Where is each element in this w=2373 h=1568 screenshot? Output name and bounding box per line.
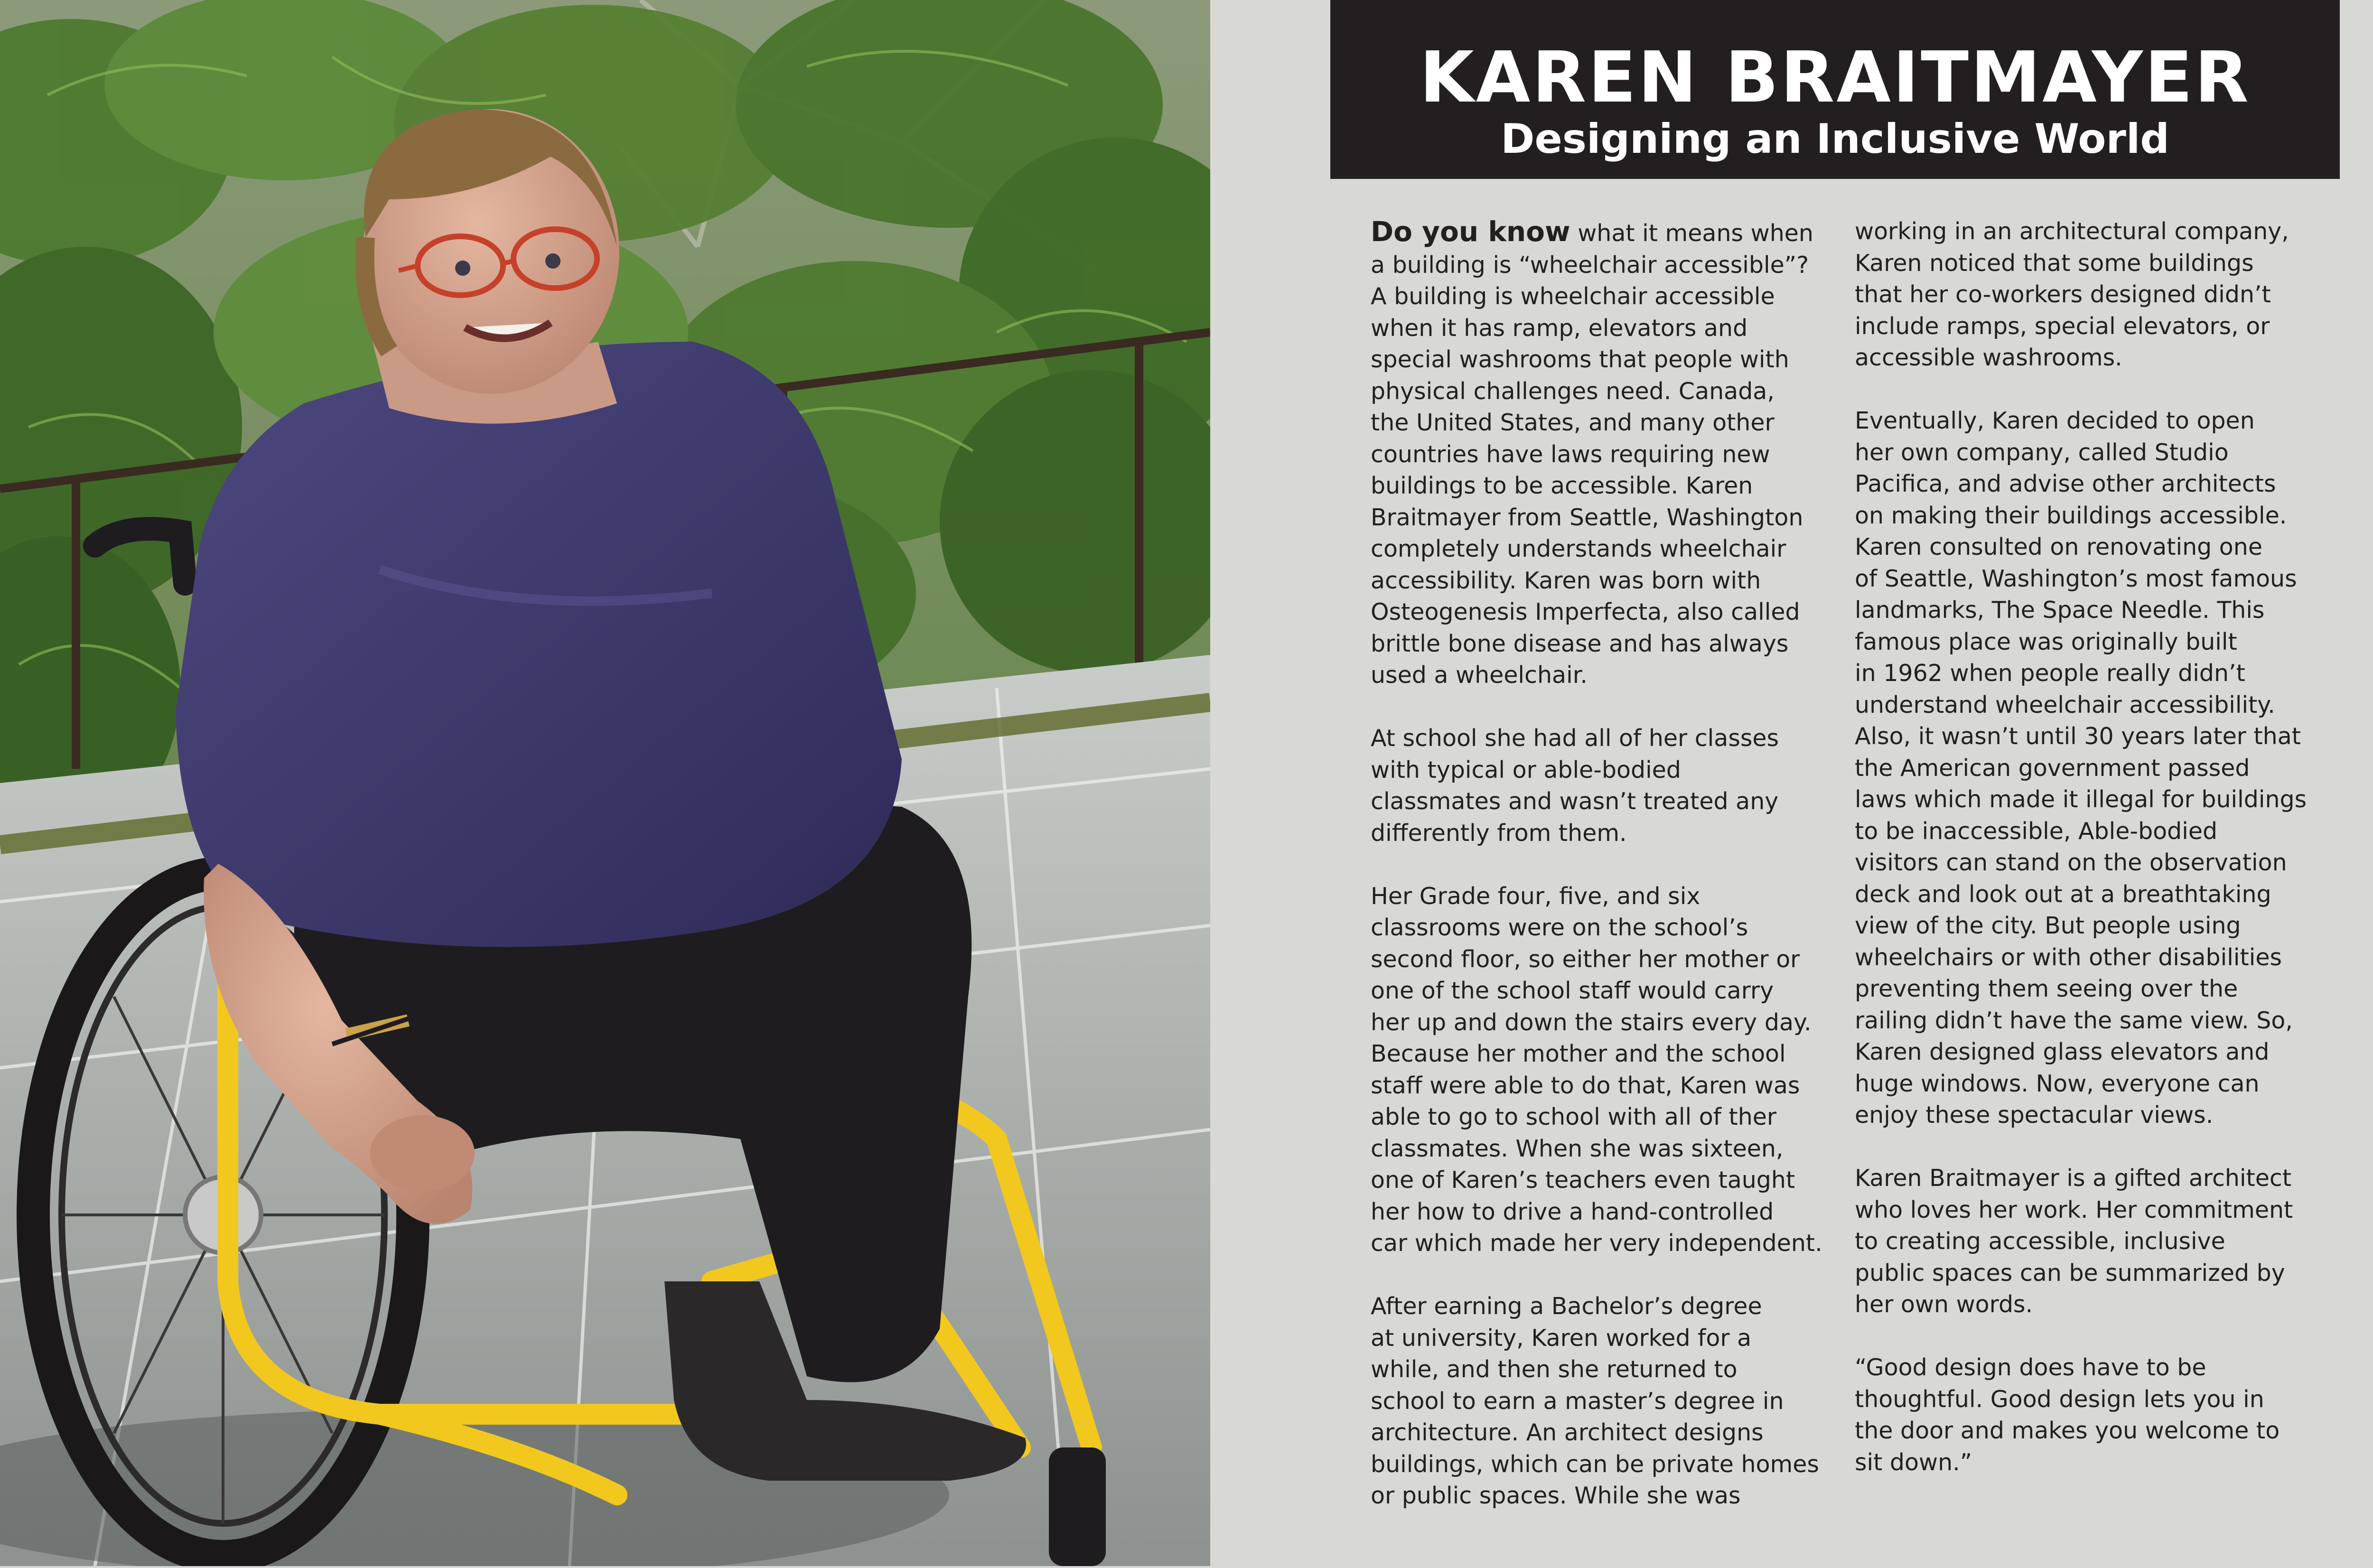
text-line — [1855, 1036, 2315, 1068]
text-line-content: car which made her very independent. — [1371, 1230, 1822, 1257]
text-line-content: at university, Karen worked for a — [1371, 1324, 1752, 1352]
text-line-content: thoughtful. Good design lets you in — [1855, 1385, 2264, 1413]
text-line-content: understand wheelchair accessibility. — [1855, 691, 2275, 719]
text-line — [1855, 1068, 2315, 1100]
text-line-content: to creating accessible, inclusive — [1855, 1228, 2225, 1255]
text-line — [1855, 1195, 2315, 1226]
text-line — [1855, 1447, 2315, 1479]
page-title: KAREN BRAITMAYER — [1420, 37, 2251, 118]
text-line — [1855, 942, 2315, 974]
text-line-content: with typical or able-bodied — [1371, 756, 1681, 784]
text-line-content: “Good design does have to be — [1855, 1354, 2206, 1381]
text-line-content: visitors can stand on the observation — [1855, 849, 2287, 876]
text-line-content: while, and then she returned to — [1371, 1356, 1738, 1383]
paragraph-break — [1371, 1260, 1831, 1291]
text-line-content: Pacifica, and advise other architects — [1855, 470, 2276, 497]
text-line-content: school to earn a master’s degree in — [1371, 1387, 1784, 1415]
text-line — [1855, 595, 2315, 626]
text-line — [1855, 847, 2315, 879]
head — [363, 109, 619, 394]
text-line-content: able to go to school with all of ther — [1371, 1103, 1777, 1130]
text-line-content: Karen consulted on renovating one — [1855, 533, 2262, 560]
text-line — [1855, 1289, 2315, 1321]
text-line-content: who loves her work. Her commitment — [1855, 1196, 2293, 1223]
text-line-content: At school she had all of her classes — [1371, 725, 1779, 752]
page-subtitle: Designing an Inclusive World — [1501, 115, 2169, 163]
text-line-content: Karen designed glass elevators and — [1855, 1038, 2270, 1065]
text-line-content: deck and look out at a breathtaking — [1855, 880, 2271, 908]
text-line-content: working in an architectural company, — [1855, 218, 2289, 245]
text-line — [1855, 658, 2315, 690]
text-line-content: her own words. — [1855, 1291, 2033, 1318]
text-line-content: classmates and wasn’t treated any — [1371, 788, 1779, 815]
text-line — [1371, 1165, 1831, 1196]
text-line-content: landmarks, The Space Needle. This — [1855, 597, 2265, 624]
text-line — [1855, 1415, 2315, 1447]
text-line-content: that her co-workers designed didn’t — [1855, 281, 2271, 308]
article-column-left — [1371, 216, 1831, 1512]
text-line-content: enjoy these spectacular views. — [1855, 1101, 2214, 1129]
article-column-right — [1855, 216, 2315, 1478]
text-line-content: accessible washrooms. — [1855, 344, 2122, 371]
text-line-content: Eventually, Karen decided to open — [1855, 407, 2255, 434]
text-line — [1855, 342, 2315, 374]
text-line — [1371, 1354, 1831, 1386]
text-line — [1855, 910, 2315, 942]
text-line-content: public spaces can be summarized by — [1855, 1259, 2285, 1287]
text-line-content: Braitmayer from Seattle, Washington — [1371, 504, 1803, 531]
text-line — [1855, 753, 2315, 784]
text-line-content: railing didn’t have the same view. So, — [1855, 1007, 2293, 1034]
text-line — [1371, 470, 1831, 502]
text-line — [1855, 1258, 2315, 1289]
text-line — [1855, 563, 2315, 595]
paragraph-break — [1371, 849, 1831, 881]
text-line-content: her up and down the stairs every day. — [1371, 1008, 1812, 1036]
text-line — [1371, 1007, 1831, 1039]
text-line-content: wheelchairs or with other disabilities — [1855, 943, 2282, 971]
text-line-content: the American government passed — [1855, 754, 2250, 782]
text-line — [1371, 407, 1831, 439]
text-line — [1371, 1417, 1831, 1449]
text-line-content: her own company, called Studio — [1855, 439, 2229, 466]
text-line-content: one of the school staff would carry — [1371, 977, 1774, 1004]
text-line — [1855, 216, 2315, 248]
text-line — [1371, 376, 1831, 408]
text-line-content: classmates. When she was sixteen, — [1371, 1135, 1784, 1162]
text-line — [1371, 818, 1831, 849]
text-line — [1371, 660, 1831, 691]
text-line — [1371, 533, 1831, 565]
text-line-content: Her Grade four, five, and six — [1371, 882, 1700, 910]
text-line — [1371, 1386, 1831, 1418]
text-line — [1371, 1101, 1831, 1133]
text-line-content: Osteogenesis Imperfecta, also called — [1371, 598, 1800, 625]
text-line-content: accessibility. Karen was born with — [1371, 567, 1761, 594]
text-line — [1371, 597, 1831, 628]
lead-in: Do you know — [1371, 215, 1570, 248]
text-line-content: buildings to be accessible. Karen — [1371, 472, 1753, 499]
text-line-content: After earning a Bachelor’s degree — [1371, 1293, 1762, 1320]
paragraph-break — [1371, 691, 1831, 723]
text-line — [1371, 881, 1831, 913]
text-line-content: Karen Braitmayer is a gifted architect — [1855, 1165, 2292, 1192]
text-line — [1371, 1070, 1831, 1102]
text-line — [1855, 248, 2315, 280]
text-line — [1855, 1005, 2315, 1037]
text-line-content: one of Karen’s teachers even taught — [1371, 1167, 1795, 1194]
text-line — [1371, 1133, 1831, 1165]
text-line — [1855, 784, 2315, 816]
text-line — [1371, 1038, 1831, 1070]
text-line — [1855, 500, 2315, 532]
text-line — [1371, 786, 1831, 818]
text-line-content: preventing them seeing over the — [1855, 975, 2238, 1002]
text-line-content: architecture. An architect designs — [1371, 1419, 1764, 1446]
text-line — [1855, 1384, 2315, 1416]
text-line — [1855, 816, 2315, 848]
text-line — [1371, 755, 1831, 786]
text-line — [1855, 532, 2315, 563]
text-line-content: used a wheelchair. — [1371, 662, 1588, 689]
text-line — [1855, 973, 2315, 1005]
text-line — [1371, 216, 1831, 250]
text-line-content: huge windows. Now, everyone can — [1855, 1070, 2260, 1097]
text-line-content: on making their buildings accessible. — [1855, 502, 2287, 529]
text-line-content: completely understands wheelchair — [1371, 535, 1786, 562]
text-line-content: physical challenges need. Canada, — [1371, 377, 1775, 405]
text-line-content: a building is “wheelchair accessible”? — [1371, 251, 1809, 279]
text-line — [1855, 405, 2315, 437]
text-line — [1371, 250, 1831, 281]
paragraph-break — [1855, 1321, 2315, 1353]
text-line-content: buildings, which can be private homes — [1371, 1450, 1819, 1478]
text-line — [1371, 723, 1831, 755]
text-line-content: laws which made it illegal for buildings — [1855, 786, 2307, 813]
text-line — [1371, 1323, 1831, 1354]
text-line — [1371, 1449, 1831, 1481]
text-line-content: differently from them. — [1371, 819, 1627, 847]
text-line-content: view of the city. But people using — [1855, 912, 2241, 939]
text-line-content: A building is wheelchair accessible — [1371, 283, 1775, 310]
text-line-content: include ramps, special elevators, or — [1855, 312, 2270, 340]
shirt — [176, 342, 902, 947]
text-line-content: what it means when — [1570, 220, 1813, 247]
text-line — [1371, 502, 1831, 534]
text-line — [1855, 1100, 2315, 1131]
text-line — [1371, 1196, 1831, 1228]
text-line-content: in 1962 when people really didn’t — [1855, 660, 2245, 687]
text-line-content: of Seattle, Washington’s most famous — [1855, 565, 2297, 592]
text-line — [1371, 439, 1831, 471]
title-bar — [1330, 0, 2340, 179]
text-line — [1855, 1163, 2315, 1195]
text-line — [1371, 628, 1831, 660]
text-line — [1371, 912, 1831, 944]
text-line — [1855, 721, 2315, 753]
text-line — [1855, 468, 2315, 500]
text-line-content: to be inaccessible, Able-bodied — [1855, 817, 2218, 845]
text-line — [1855, 879, 2315, 911]
text-line — [1371, 344, 1831, 376]
text-line-content: second floor, so either her mother or — [1371, 945, 1800, 973]
text-line-content: brittle bone disease and has always — [1371, 630, 1789, 657]
text-line — [1371, 1228, 1831, 1260]
text-line-content: Because her mother and the school — [1371, 1040, 1786, 1067]
text-line — [1371, 565, 1831, 597]
text-line — [1855, 311, 2315, 343]
text-line — [1855, 1352, 2315, 1384]
text-line — [1371, 944, 1831, 976]
text-line-content: countries have laws requiring new — [1371, 440, 1770, 468]
text-line — [1855, 1226, 2315, 1258]
text-line-content: staff were able to do that, Karen was — [1371, 1072, 1800, 1099]
text-line-content: when it has ramp, elevators and — [1371, 314, 1748, 342]
text-line-content: classrooms were on the school’s — [1371, 914, 1748, 941]
paragraph-break — [1855, 1131, 2315, 1163]
text-line-content: the door and makes you welcome to — [1855, 1417, 2280, 1444]
text-line-content: the United States, and many other — [1371, 409, 1775, 436]
text-line-content: Also, it wasn’t until 30 years later that — [1855, 723, 2301, 750]
text-line — [1855, 690, 2315, 721]
text-line-content: sit down.” — [1855, 1448, 1972, 1476]
text-line — [1371, 975, 1831, 1007]
text-line — [1855, 279, 2315, 311]
text-line — [1371, 1480, 1831, 1512]
text-line — [1371, 1291, 1831, 1323]
text-line-content: famous place was originally built — [1855, 628, 2237, 655]
text-line — [1855, 626, 2315, 658]
text-line-content: her how to drive a hand-controlled — [1371, 1198, 1774, 1225]
text-line-content: Karen noticed that some buildings — [1855, 249, 2254, 277]
text-line — [1855, 437, 2315, 469]
paragraph-break — [1855, 374, 2315, 406]
text-line — [1371, 313, 1831, 345]
text-page — [1210, 0, 2373, 1566]
text-line — [1371, 281, 1831, 313]
text-line-content: or public spaces. While she was — [1371, 1482, 1741, 1509]
text-line-content: special washrooms that people with — [1371, 346, 1789, 373]
